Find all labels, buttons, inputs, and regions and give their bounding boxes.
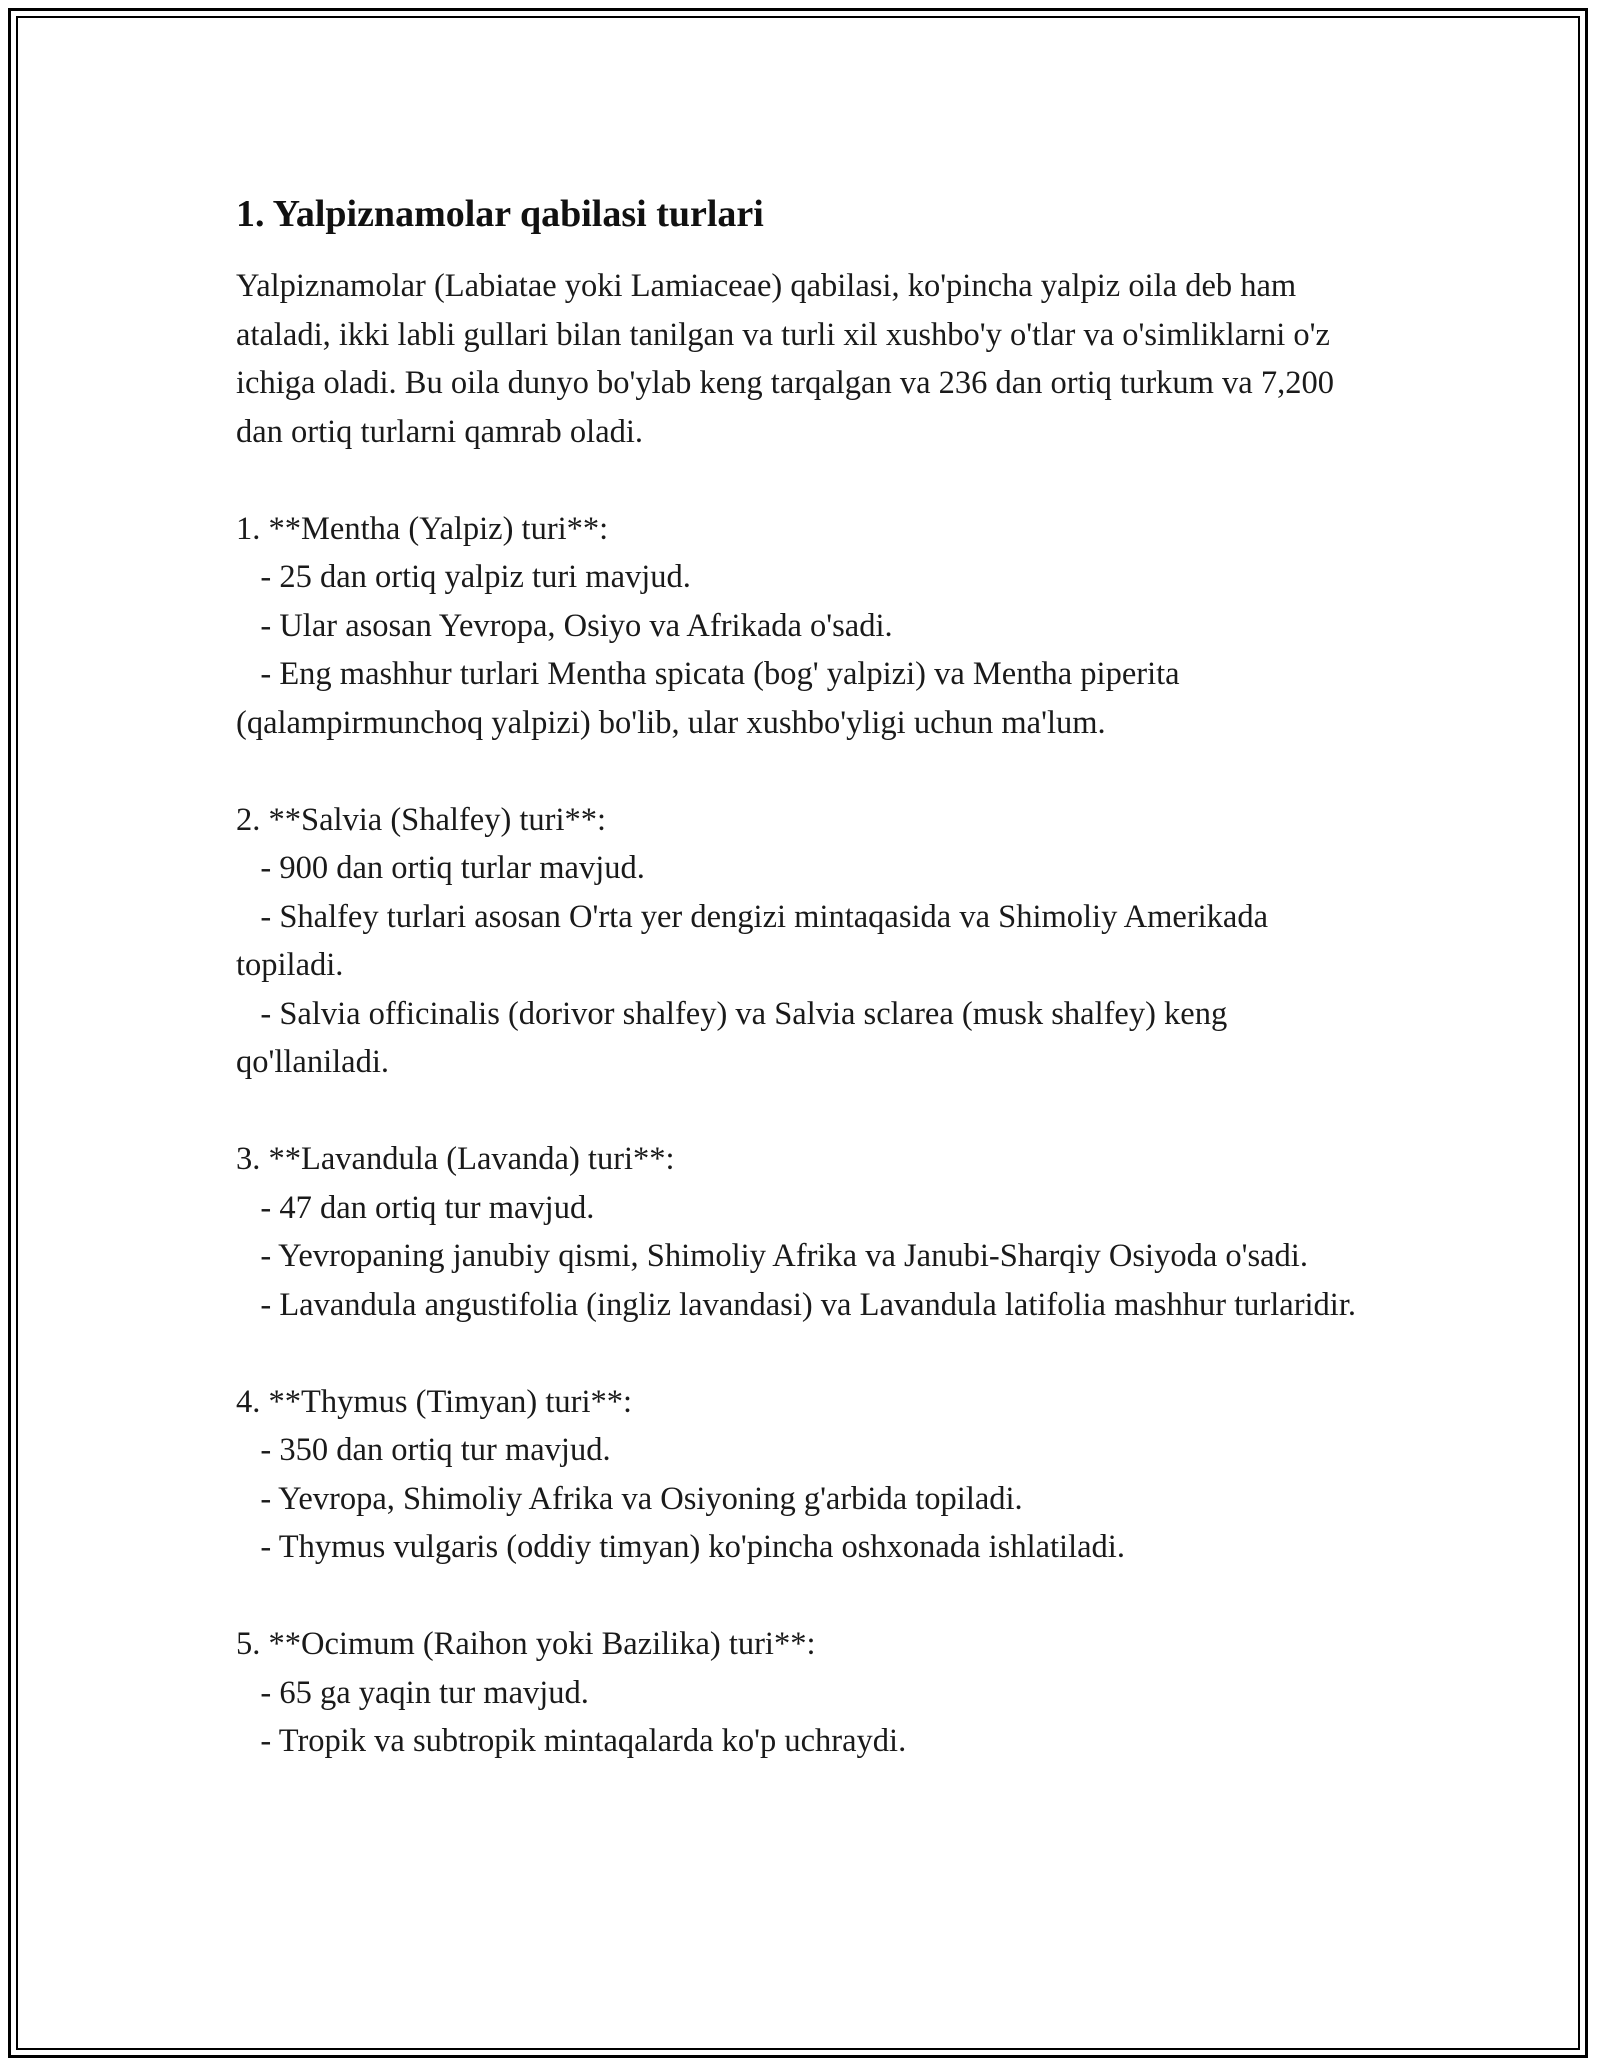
section-heading: 3. **Lavandula (Lavanda) turi**:	[236, 1141, 675, 1177]
section-item: - 900 dan ortiq turlar mavjud.	[236, 850, 645, 886]
section-heading: 5. **Ocimum (Raihon yoki Bazilika) turi**:	[236, 1626, 816, 1662]
section-item: - Yevropa, Shimoliy Afrika va Osiyoning g'arbida topiladi.	[236, 1480, 1023, 1517]
genus-section-ocimum	[236, 1620, 1376, 1766]
section-item: - 65 ga yaqin tur mavjud.	[236, 1674, 589, 1711]
section-heading: 2. **Salvia (Shalfey) turi**:	[236, 801, 607, 838]
section-item: - Lavandula angustifolia (ingliz lavandasi) va Lavandula latifolia mashhur turlaridir.	[236, 1286, 1356, 1323]
genus-section-mentha	[236, 505, 1376, 748]
page-title: 1. Yalpiznamolar qabilasi turlari	[236, 193, 764, 235]
section-heading: 1. **Mentha (Yalpiz) turi**:	[236, 510, 609, 547]
section-item: - 350 dan ortiq tur mavjud.	[236, 1432, 611, 1468]
section-item: - Shalfey turlari asosan O'rta yer dengizi mintaqasida va Shimoliy Amerikada topiladi.	[236, 898, 1277, 983]
section-item: - 25 dan ortiq yalpiz turi mavjud.	[236, 559, 691, 595]
genus-section-lavandula	[236, 1135, 1376, 1329]
section-item: - Eng mashhur turlari Mentha spicata (bog' yalpizi) va Mentha piperita (qalampirmunchoq yalpizi) bo'lib, ular xushbo'yligi uchun ma'lum.	[236, 656, 1188, 741]
document-body	[236, 188, 1376, 1766]
genus-section-salvia	[236, 796, 1376, 1087]
intro-paragraph: Yalpiznamolar (Labiatae yoki Lamiaceae) qabilasi, ko'pincha yalpiz oila deb ham ataladi, ikki labli gullari bilan tanilgan va turli xil xushbo'y o'tlar va o'simliklarni o'z ichiga oladi. Bu oila dunyo bo'ylab keng tarqalgan va 236 dan ortiq turkum va 7,200 dan ortiq turlarni qamrab oladi.	[236, 268, 1334, 450]
section-item: - Ular asosan Yevropa, Osiyo va Afrikada o'sadi.	[236, 607, 893, 644]
section-item: - Tropik va subtropik mintaqalarda ko'p uchraydi.	[236, 1723, 907, 1759]
section-item: - Salvia officinalis (dorivor shalfey) va Salvia sclarea (musk shalfey) keng qo'llaniladi.	[236, 995, 1236, 1080]
genus-section-thymus	[236, 1378, 1376, 1572]
section-heading: 4. **Thymus (Timyan) turi**:	[236, 1383, 633, 1420]
section-item: - Thymus vulgaris (oddiy timyan) ko'pincha oshxonada ishlatiladi.	[236, 1529, 1125, 1565]
section-item: - 47 dan ortiq tur mavjud.	[236, 1189, 595, 1226]
section-item: - Yevropaning janubiy qismi, Shimoliy Afrika va Janubi-Sharqiy Osiyoda o'sadi.	[236, 1238, 1308, 1274]
